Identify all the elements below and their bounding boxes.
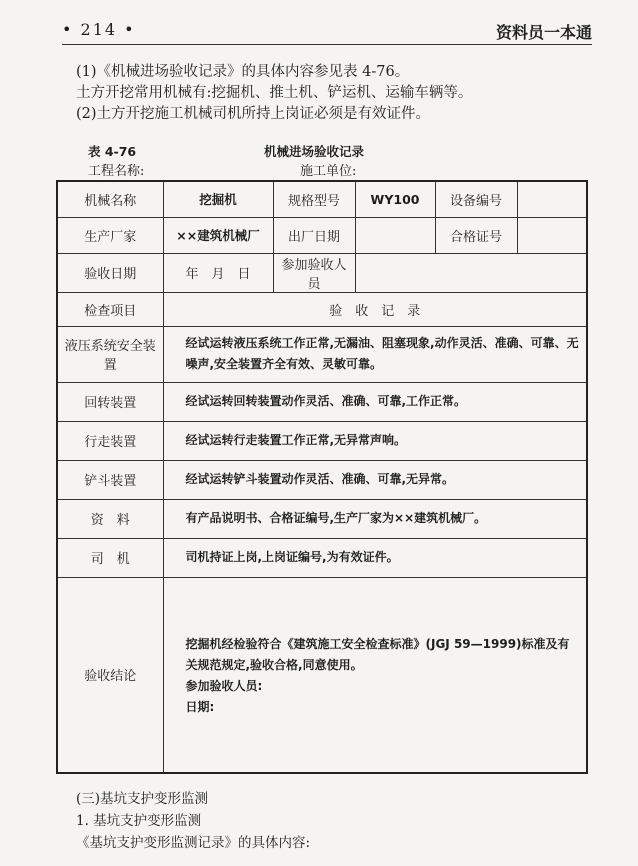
table-row bbox=[57, 253, 587, 292]
intro-text bbox=[76, 62, 472, 125]
item-name: 行走装置 bbox=[57, 421, 163, 460]
equipment-no-value bbox=[517, 181, 587, 217]
inspection-date-value: 年 月 日 bbox=[163, 253, 273, 292]
table-row bbox=[57, 577, 587, 773]
item-name: 铲斗装置 bbox=[57, 460, 163, 499]
item-record: 司机持证上岗,上岗证编号,为有效证件。 bbox=[163, 538, 587, 577]
construction-unit-label: 施工单位: bbox=[300, 164, 357, 179]
item-record: 经试运转液压系统工作正常,无漏油、阻塞现象,动作灵活、准确、可靠、无噪声,安全装置齐全有效、灵敏可靠。 bbox=[163, 326, 587, 382]
inspection-date-label: 验收日期 bbox=[57, 253, 163, 292]
page-header bbox=[62, 14, 592, 45]
model-value: WY100 bbox=[355, 181, 435, 217]
conclusion-cell bbox=[163, 577, 587, 773]
participants-label: 参加验收人员 bbox=[273, 253, 355, 292]
table-row bbox=[57, 421, 587, 460]
certificate-label: 合格证号 bbox=[435, 217, 517, 253]
section-line: 《基坑支护变形监测记录》的具体内容: bbox=[76, 835, 311, 851]
table-row bbox=[57, 382, 587, 421]
conclusion-label: 验收结论 bbox=[57, 577, 163, 773]
item-record: 经试运转回转装置动作灵活、准确、可靠,工作正常。 bbox=[163, 382, 587, 421]
table-row bbox=[57, 499, 587, 538]
item-record: 有产品说明书、合格证编号,生产厂家为××建筑机械厂。 bbox=[163, 499, 587, 538]
subsection-heading: 1. 基坑支护变形监测 bbox=[76, 813, 202, 829]
equipment-no-label: 设备编号 bbox=[435, 181, 517, 217]
table-row bbox=[57, 326, 587, 382]
item-name: 资 料 bbox=[57, 499, 163, 538]
manufacturer-label: 生产厂家 bbox=[57, 217, 163, 253]
manufacturer-value: ××建筑机械厂 bbox=[163, 217, 273, 253]
table-row bbox=[57, 460, 587, 499]
page-number: • 214 • bbox=[62, 20, 136, 39]
item-record: 经试运转铲斗装置动作灵活、准确、可靠,无异常。 bbox=[163, 460, 587, 499]
production-date-label: 出厂日期 bbox=[273, 217, 355, 253]
item-name: 液压系统安全装置 bbox=[57, 326, 163, 382]
table-row bbox=[57, 292, 587, 326]
book-title: 资料员一本通 bbox=[495, 23, 592, 42]
conclusion-date: 日期: bbox=[185, 699, 215, 714]
intro-line: (2)土方开挖施工机械司机所持上岗证必须是有效证件。 bbox=[76, 106, 431, 122]
model-label: 规格型号 bbox=[273, 181, 355, 217]
table-row bbox=[57, 181, 587, 217]
item-name: 回转装置 bbox=[57, 382, 163, 421]
conclusion-text: 挖掘机经检验符合《建筑施工安全检查标准》(JGJ 59—1999)标准及有关规范规定,验收合格,同意使用。 bbox=[185, 636, 570, 672]
conclusion-participants: 参加验收人员: bbox=[185, 678, 263, 693]
table-row bbox=[57, 217, 587, 253]
table-row bbox=[57, 538, 587, 577]
machine-name-value: 挖掘机 bbox=[163, 181, 273, 217]
machine-name-label: 机械名称 bbox=[57, 181, 163, 217]
item-record: 经试运转行走装置工作正常,无异常声响。 bbox=[163, 421, 587, 460]
section-text bbox=[76, 788, 310, 854]
participants-value bbox=[355, 253, 587, 292]
record-header: 验 收 记 录 bbox=[163, 292, 587, 326]
intro-line: (1)《机械进场验收记录》的具体内容参见表 4-76。 bbox=[76, 64, 410, 80]
acceptance-record-table bbox=[56, 180, 588, 774]
intro-line: 土方开挖常用机械有:挖掘机、推土机、铲运机、运输车辆等。 bbox=[76, 85, 473, 101]
project-name-label: 工程名称: bbox=[88, 164, 145, 179]
table-label: 表 4-76 bbox=[88, 144, 137, 159]
certificate-value bbox=[517, 217, 587, 253]
production-date-value bbox=[355, 217, 435, 253]
section-heading: (三)基坑支护变形监测 bbox=[76, 791, 209, 807]
item-name: 司 机 bbox=[57, 538, 163, 577]
table-title: 机械进场验收记录 bbox=[264, 144, 365, 159]
check-item-label: 检查项目 bbox=[57, 292, 163, 326]
